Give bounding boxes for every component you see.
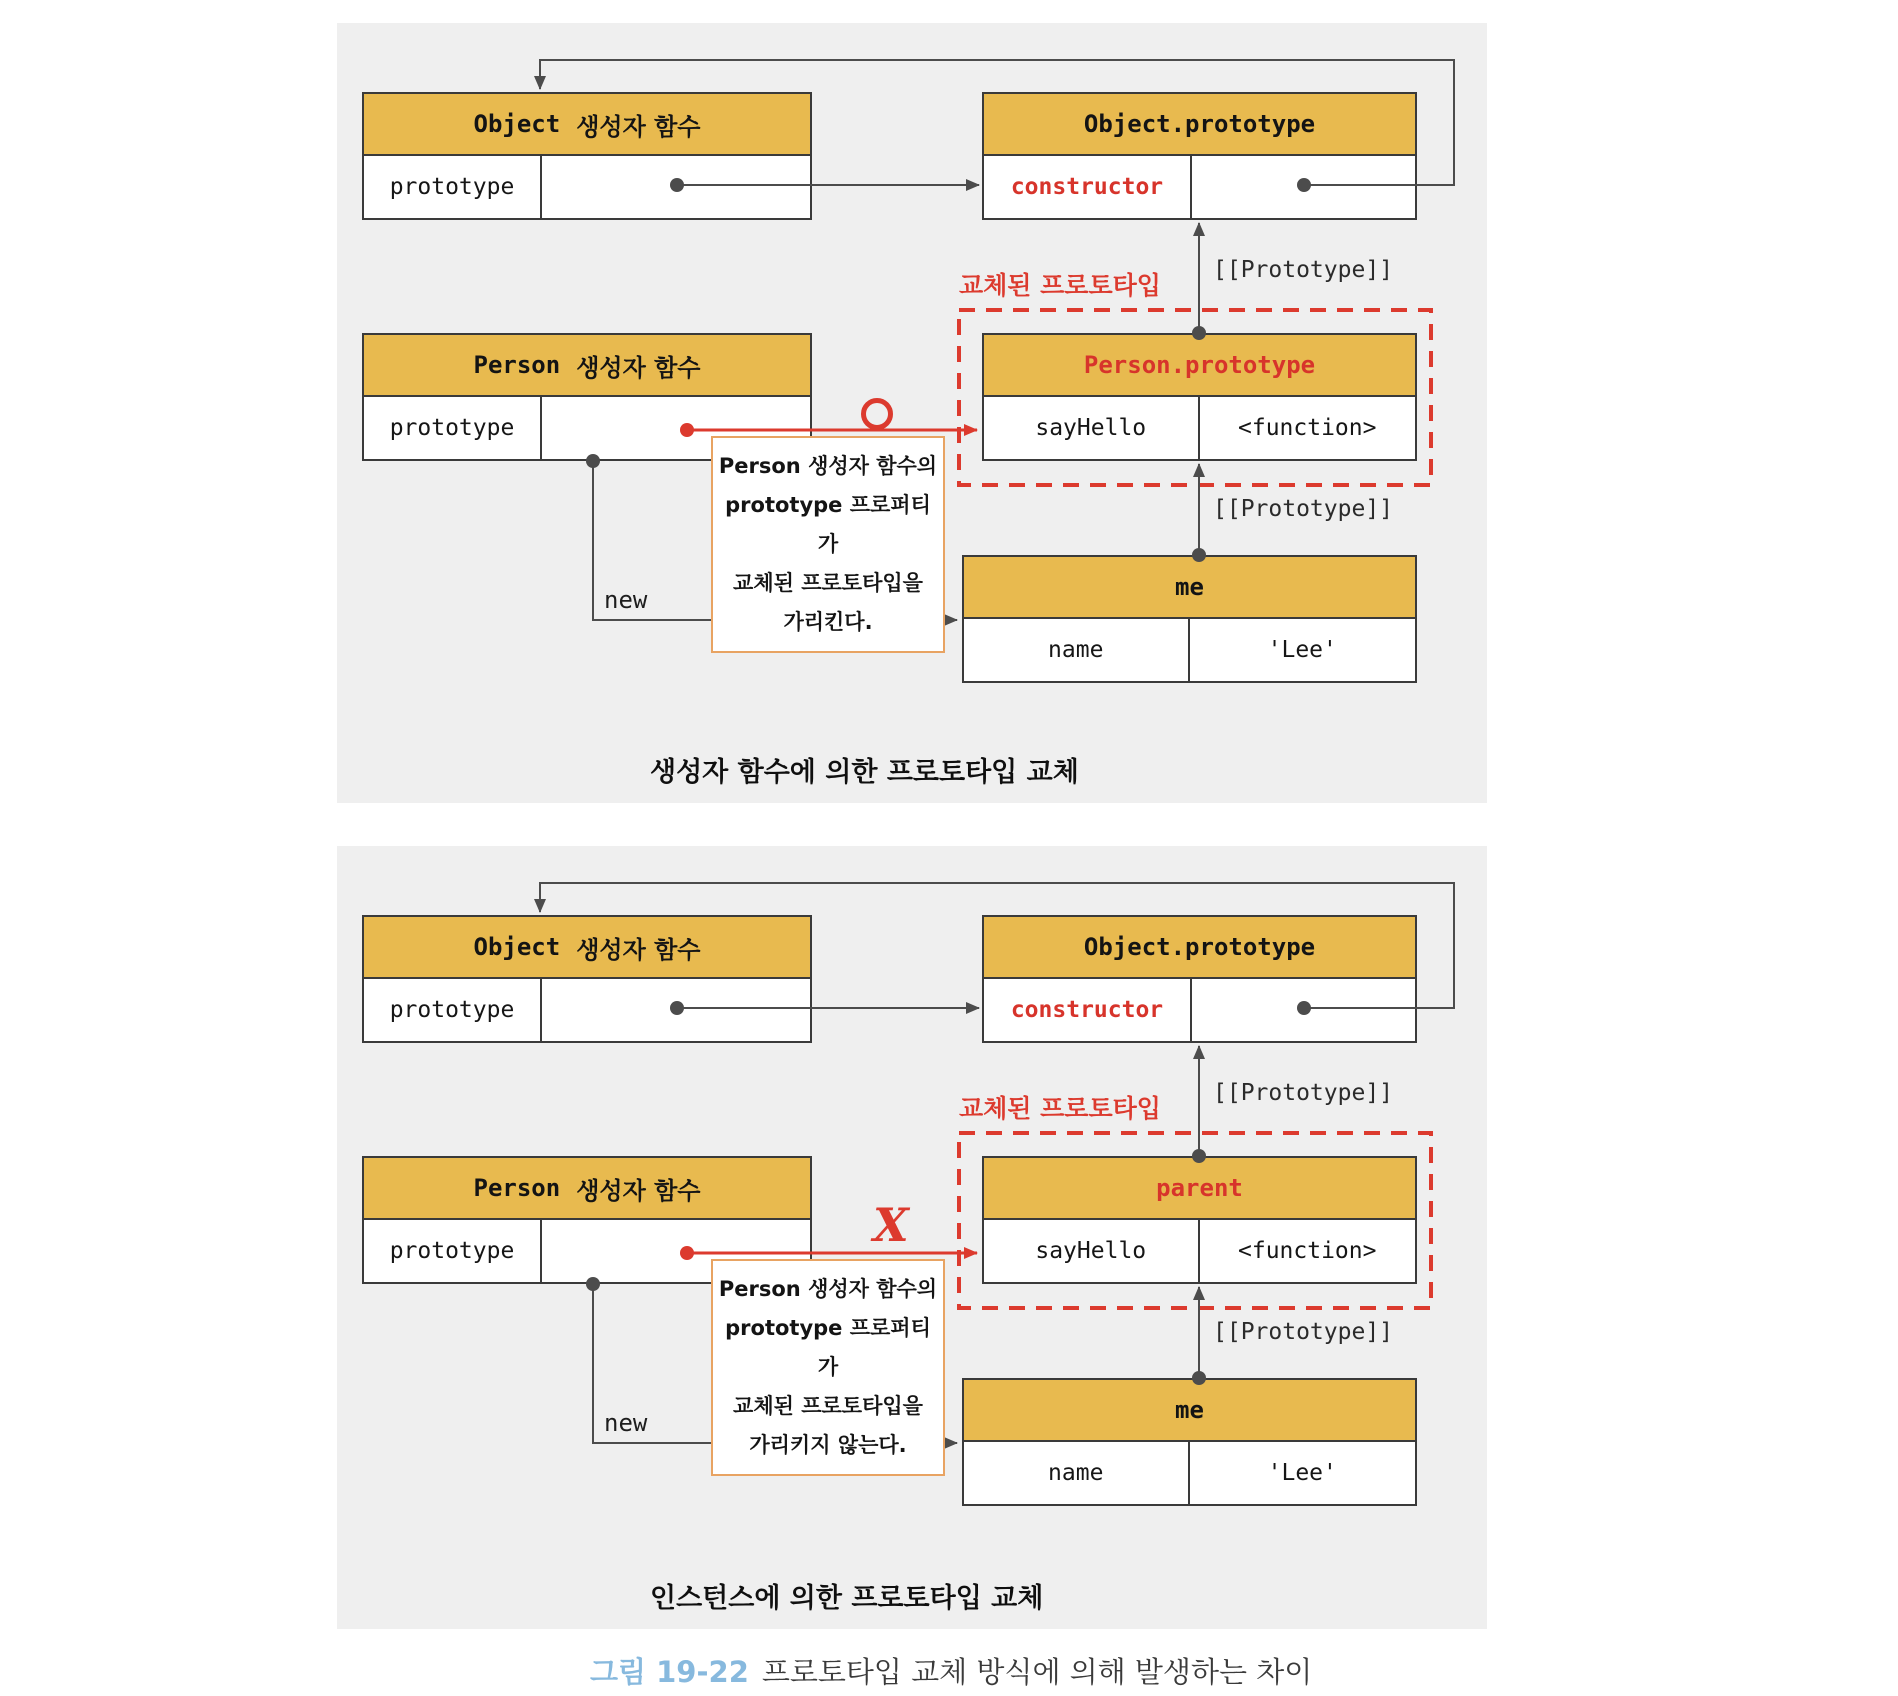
person-constructor-name: Person (473, 351, 561, 379)
object-constructor-kr: 생성자 함수 (576, 935, 701, 964)
object-prototype-key: prototype (364, 156, 542, 218)
replaced-prototype-box-header (984, 335, 1415, 397)
replaced-prototype-box-header (984, 1158, 1415, 1220)
object-constructor-box-header (364, 917, 810, 979)
person-constructor-kr: 생성자 함수 (576, 353, 701, 382)
replaced-prototype-box (982, 333, 1417, 461)
annotation-box (711, 1259, 945, 1476)
annotation-line: 가리킨다. (783, 610, 873, 634)
replaced-prototype-label: 교체된 프로토타입 (959, 1094, 1161, 1123)
constructor-value (1192, 156, 1415, 218)
figure-number: 그림 19-22 (590, 1655, 749, 1689)
object-constructor-name: Object (473, 933, 561, 961)
annotation-line: 교체된 프로토타입을 (733, 1394, 923, 1418)
annotation-line: Person 생성자 함수의 (718, 454, 938, 478)
name-key: name (964, 619, 1190, 681)
prototype-link-lower-label: [[Prototype]] (1213, 496, 1394, 522)
name-value: 'Lee' (1267, 637, 1337, 663)
constructor-key: constructor (984, 979, 1192, 1041)
me-instance-box-header (964, 1380, 1415, 1442)
object-constructor-box (362, 92, 812, 220)
constructor-key: constructor (984, 156, 1192, 218)
replaced-prototype-box (982, 1156, 1417, 1284)
me-instance-box-header (964, 557, 1415, 619)
object-constructor-name: Object (473, 110, 561, 138)
sayhello-key: sayHello (984, 397, 1200, 459)
sayhello-key: sayHello (984, 1220, 1200, 1282)
annotation-line: prototype 프로퍼티가 (725, 493, 931, 556)
object-prototype-key: prototype (364, 979, 542, 1041)
person-constructor-box-header (364, 335, 810, 397)
me-instance-box (962, 1378, 1417, 1506)
prototype-link-upper-label: [[Prototype]] (1213, 257, 1394, 283)
panel-instance-replacement (337, 846, 1487, 1629)
person-constructor-name: Person (473, 1174, 561, 1202)
figure-caption-text: 프로토타입 교체 방식에 의해 발생하는 차이 (761, 1655, 1313, 1689)
fail-x-marker: X (873, 1198, 909, 1252)
object-prototype-box (982, 915, 1417, 1043)
object-prototype-title: Object.prototype (1083, 110, 1316, 138)
replaced-prototype-title: Person.prototype (1083, 351, 1316, 379)
person-constructor-kr: 생성자 함수 (576, 1176, 701, 1205)
annotation-line: Person 생성자 함수의 (718, 1277, 938, 1301)
prototype-link-lower-label: [[Prototype]] (1213, 1319, 1394, 1345)
annotation-line: 교체된 프로토타입을 (733, 571, 923, 595)
object-constructor-box (362, 915, 812, 1043)
constructor-value (1192, 979, 1415, 1041)
sayhello-value: <function> (1238, 1238, 1377, 1264)
new-operator-label: new (604, 1409, 648, 1437)
object-prototype-box-header (984, 94, 1415, 156)
name-key: name (964, 1442, 1190, 1504)
annotation-line: prototype 프로퍼티가 (725, 1316, 931, 1379)
replaced-prototype-label: 교체된 프로토타입 (959, 271, 1161, 300)
object-prototype-title: Object.prototype (1083, 933, 1316, 961)
panel-title: 생성자 함수에 의한 프로토타입 교체 (650, 757, 1079, 788)
replaced-prototype-title: parent (1156, 1174, 1243, 1202)
sayhello-value: <function> (1238, 415, 1377, 441)
figure-caption (590, 1650, 1312, 1691)
me-title: me (1175, 1396, 1204, 1424)
new-operator-label: new (604, 586, 648, 614)
object-prototype-box (982, 92, 1417, 220)
success-circle-marker (861, 398, 893, 430)
object-constructor-kr: 생성자 함수 (576, 112, 701, 141)
object-prototype-box-header (984, 917, 1415, 979)
panel-title: 인스턴스에 의한 프로토타입 교체 (650, 1583, 1044, 1614)
annotation-box (711, 436, 945, 653)
object-constructor-box-header (364, 94, 810, 156)
me-title: me (1175, 573, 1204, 601)
me-instance-box (962, 555, 1417, 683)
name-value: 'Lee' (1267, 1460, 1337, 1486)
person-prototype-key: prototype (364, 397, 542, 459)
annotation-line: 가리키지 않는다. (749, 1433, 907, 1457)
object-prototype-value (542, 156, 810, 218)
panel-constructor-replacement (337, 23, 1487, 803)
person-constructor-box-header (364, 1158, 810, 1220)
person-prototype-key: prototype (364, 1220, 542, 1282)
prototype-link-upper-label: [[Prototype]] (1213, 1080, 1394, 1106)
object-prototype-value (542, 979, 810, 1041)
